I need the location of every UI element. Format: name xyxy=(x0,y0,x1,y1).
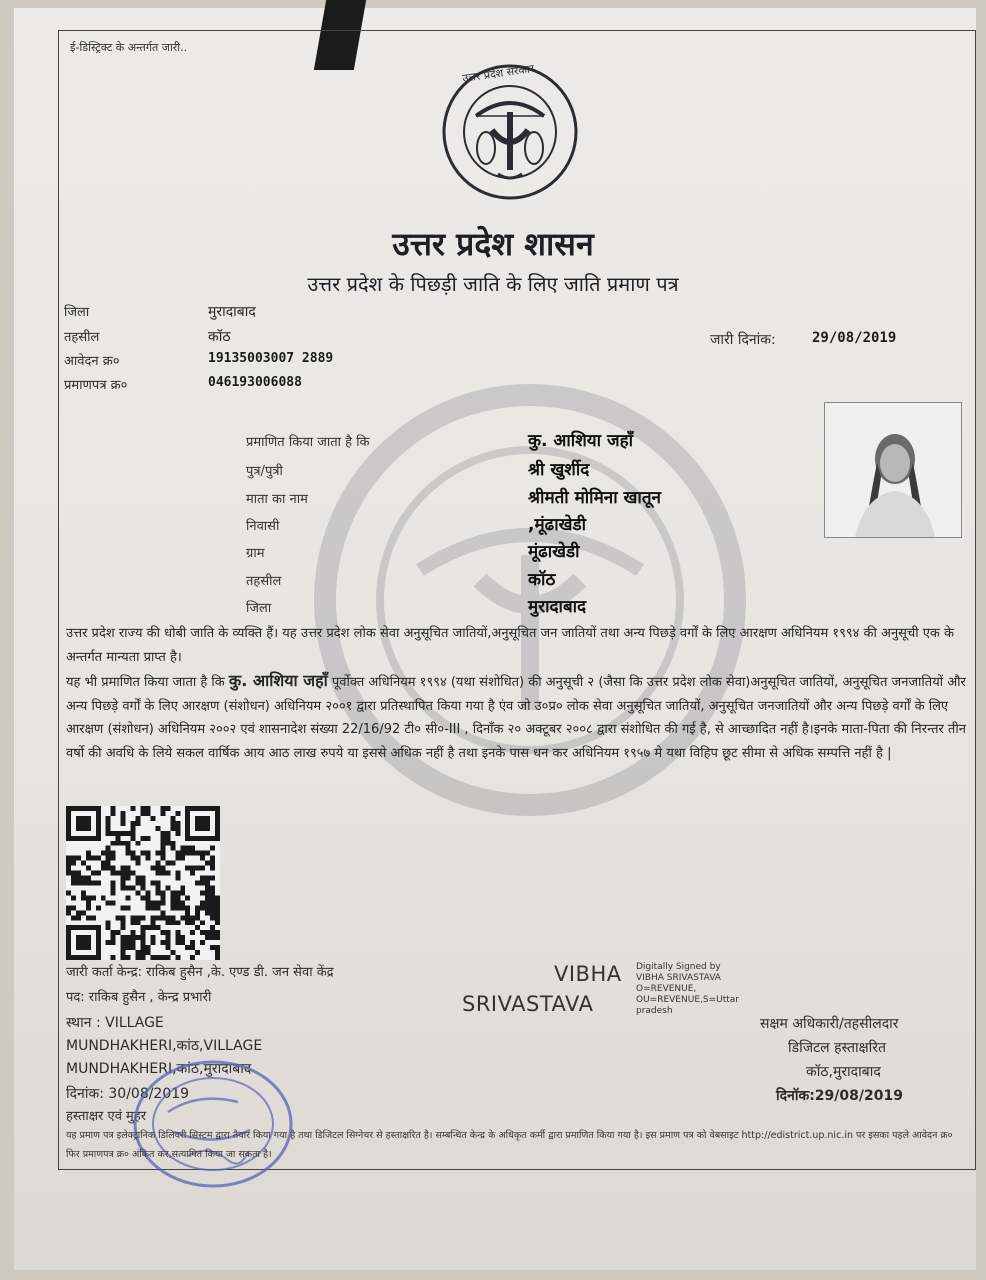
village-label: ग्राम xyxy=(246,546,265,561)
signature-detail-5: pradesh xyxy=(636,1006,673,1016)
resident-value: ,मूंढाखेडी xyxy=(528,515,587,535)
digital-signature-details xyxy=(636,962,739,1017)
resident-label: निवासी xyxy=(246,519,280,534)
certificate-title: उत्तर प्रदेश के पिछड़ी जाति के लिए जाति प्रमाण पत्र xyxy=(307,272,679,296)
tehsil-value: कॉठ xyxy=(208,329,231,345)
person-tehsil-value: कॉठ xyxy=(528,570,556,590)
digital-signer-first: VIBHA xyxy=(554,962,622,986)
qr-code-icon xyxy=(66,806,220,960)
applicant-photo xyxy=(824,402,962,538)
center-stamp-icon xyxy=(128,1052,298,1192)
certification-text: पूर्वोक्त अधिनियम १९९४ (यथा संशोधित) की अनुसूची २ (जैसा कि उत्तर प्रदेश लोक सेवा)अनुसूचित जातियों, अनुसूचित जनजातियों और अन्य पिछड़े वर्गों के लिए आरक्षण (संशोधन) अधिनियम २००१ द्वारा प्रतिस्थापित किया गया है एंव जो उ०प्र० लोक सेवा अनुसूचित जातियों, अनुसूचित जनजातियों और अन्य पिछड़े वर्गों के लिए आरक्षण (संशोधन) अधिनियम २००२ एवं शासनादेश संख्या 22/16/92 टी० सी०-III , दिनाँक २० अक्टूबर २००८ द्वारा संशोधित की गई है, से आच्छादित नहीं है।इनके माता-पिता की निरन्तर तीन वर्षो की अवधि के लिये सकल वार्षिक आय आठ लाख रुपये या इससे अधिक नहीं है तथा इनके पास धन कर अधिनियम १९५७ मे यथा विहिप छूट सीमा से अधिक सम्पत्ति नहीं है | xyxy=(66,675,966,761)
signature-detail-1: Digitally Signed by xyxy=(636,962,721,972)
issuing-center: जारी कर्ता केन्द्र: राकिब हुसैन ,के. एण्ड डी. जन सेवा केंद्र xyxy=(66,965,334,980)
person-tehsil-label: तहसील xyxy=(246,574,282,589)
certification-name: कु. आशिया जहाँ xyxy=(228,671,328,690)
issuer-place-2: MUNDHAKHERI,कांठ,VILLAGE xyxy=(66,1038,263,1054)
issue-date-label: जारी दिनांक: xyxy=(710,332,776,348)
mother-name: श्रीमती मोमिना खातून xyxy=(528,488,661,508)
signature-detail-4: OU=REVENUE,S=Uttar xyxy=(636,995,739,1005)
caste-paragraph: उत्तर प्रदेश राज्य की धोबी जाति के व्यक्ति हैं। यह उत्तर प्रदेश लोक सेवा अनुसूचित जातियों,अनुसूचित जन जातियों तथा अन्य पिछड़े वर्गों के लिए आरक्षण अधिनियम १९९४ की अनुसूची एक के अन्तर्गत मान्यता प्राप्त है। xyxy=(66,626,955,665)
tehsil-label: तहसील xyxy=(64,330,100,345)
father-name: श्री खुर्शीद xyxy=(528,460,590,480)
up-emblem-icon xyxy=(440,62,580,202)
mother-label: माता का नाम xyxy=(246,492,308,507)
issuer-place-3: MUNDHAKHERI,कांठ,मुरादाबाद xyxy=(66,1061,252,1077)
edistrict-note: ई-डिस्ट्रिक्ट के अन्तर्गत जारी.. xyxy=(70,41,188,54)
certification-paragraph xyxy=(66,669,966,765)
district-label: जिला xyxy=(64,305,90,320)
issuer-date: दिनांक: 30/08/2019 xyxy=(66,1086,190,1102)
authority-location: कॉठ,मुरादाबाद xyxy=(806,1064,881,1080)
government-title: उत्तर प्रदेश शासन xyxy=(392,225,594,263)
issuer-signature-label: हस्ताक्षर एवं मुहर xyxy=(66,1109,147,1124)
certificate-no-label: प्रमाणपत्र क्र० xyxy=(64,378,128,393)
authority-designation: सक्षम अधिकारी/तहसीलदार xyxy=(760,1016,899,1032)
issue-date-value: 29/08/2019 xyxy=(812,330,897,346)
issuer-place-1: स्थान : VILLAGE xyxy=(66,1015,164,1031)
digital-signer-last: SRIVASTAVA xyxy=(462,992,594,1016)
applicant-name: कु. आशिया जहाँ xyxy=(528,431,633,451)
authority-digital-signed: डिजिटल हस्ताक्षरित xyxy=(788,1040,886,1056)
signature-detail-3: O=REVENUE, xyxy=(636,984,697,994)
issuer-post: पद: राकिब हुसैन , केन्द्र प्रभारी xyxy=(66,990,212,1005)
footer-note: यह प्रमाण पत्र इलेक्ट्रानिक डिलिवरी सिस्टम द्वारा तैयार किया गया है तथा डिजिटल सिग्नेचर से हस्ताक्षरित है। सम्बन्धित केन्द्र के अधिकृत कर्मी द्वारा प्रमाणित किया गया है। इस प्रमाण पत्र को वेबसाइट http://edistrict.up.nic.in पर इसका पहले आवेदन क्र० फिर प्रमाणपत्र क्र० अंकित कर,सत्यापित किया जा सकता है। xyxy=(66,1130,953,1160)
application-no-value: 19135003007 2889 xyxy=(208,351,334,366)
authority-date: दिनॉक:29/08/2019 xyxy=(776,1088,903,1104)
application-no-label: आवेदन क्र० xyxy=(64,354,120,369)
village-value: मूंढाखेडी xyxy=(528,542,580,562)
district-value: मुरादाबाद xyxy=(208,304,256,320)
emblem-text: उत्तर प्रदेश सरकार xyxy=(461,62,535,85)
person-district-value: मुरादाबाद xyxy=(528,597,587,617)
certification-intro: यह भी प्रमाणित किया जाता है कि xyxy=(66,675,225,690)
applicant-portrait-icon xyxy=(825,403,961,537)
signature-detail-2: VIBHA SRIVASTAVA xyxy=(636,973,721,983)
person-district-label: जिला xyxy=(246,601,272,616)
certified-label: प्रमाणित किया जाता है कि xyxy=(246,435,370,450)
parent-label: पुत्र/पुत्री xyxy=(246,464,283,479)
certificate-no-value: 046193006088 xyxy=(208,375,302,390)
